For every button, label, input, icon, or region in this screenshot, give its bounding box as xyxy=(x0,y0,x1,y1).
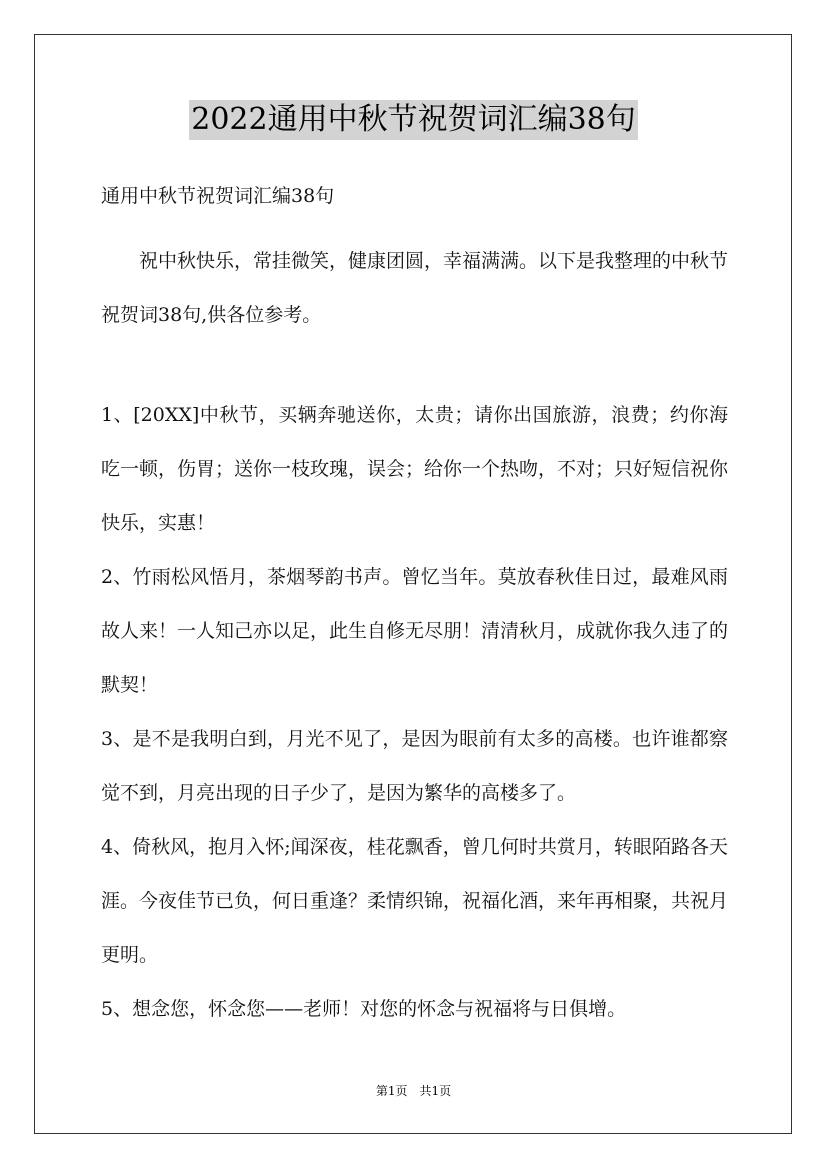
intro-paragraph: 祝中秋快乐，常挂微笑，健康团圆，幸福满满。以下是我整理的中秋节祝贺词38句,供各位参考。 xyxy=(101,250,729,326)
list-item: 4、倚秋风，抱月入怀;闻深夜，桂花飘香，曾几何时共赏月，转眼陌路各天涯。今夜佳节已负，何日重逢？柔情织锦，祝福化酒，来年再相聚，共祝月更明。 xyxy=(101,836,729,966)
document-body xyxy=(101,180,728,1036)
title-container xyxy=(0,100,827,140)
document-subtitle: 通用中秋节祝贺词汇编38句 xyxy=(101,185,335,207)
page-number: 第1页 xyxy=(375,1084,408,1098)
list-item: 5、想念您，怀念您——老师！对您的怀念与祝福将与日俱增。 xyxy=(101,998,627,1020)
greetings-list xyxy=(101,388,728,1036)
page-total: 共1页 xyxy=(419,1084,452,1098)
list-item: 1、[20XX]中秋节，买辆奔驰送你，太贵；请你出国旅游，浪费；约你海吃一顿，伤胃；送你一枝玫瑰，误会；给你一个热吻，不对；只好短信祝你快乐，实惠！ xyxy=(101,404,729,534)
list-item: 3、是不是我明白到，月光不见了，是因为眼前有太多的高楼。也许谁都察觉不到，月亮出现的日子少了，是因为繁华的高楼多了。 xyxy=(101,728,728,804)
document-title: 2022通用中秋节祝贺词汇编38句 xyxy=(189,100,638,140)
list-item: 2、竹雨松风悟月，茶烟琴韵书声。曾忆当年。莫放春秋佳日过，最难风雨故人来！一人知己亦以足，此生自修无尽朋！清清秋月，成就你我久违了的默契！ xyxy=(101,566,729,696)
page-footer xyxy=(0,1083,827,1099)
